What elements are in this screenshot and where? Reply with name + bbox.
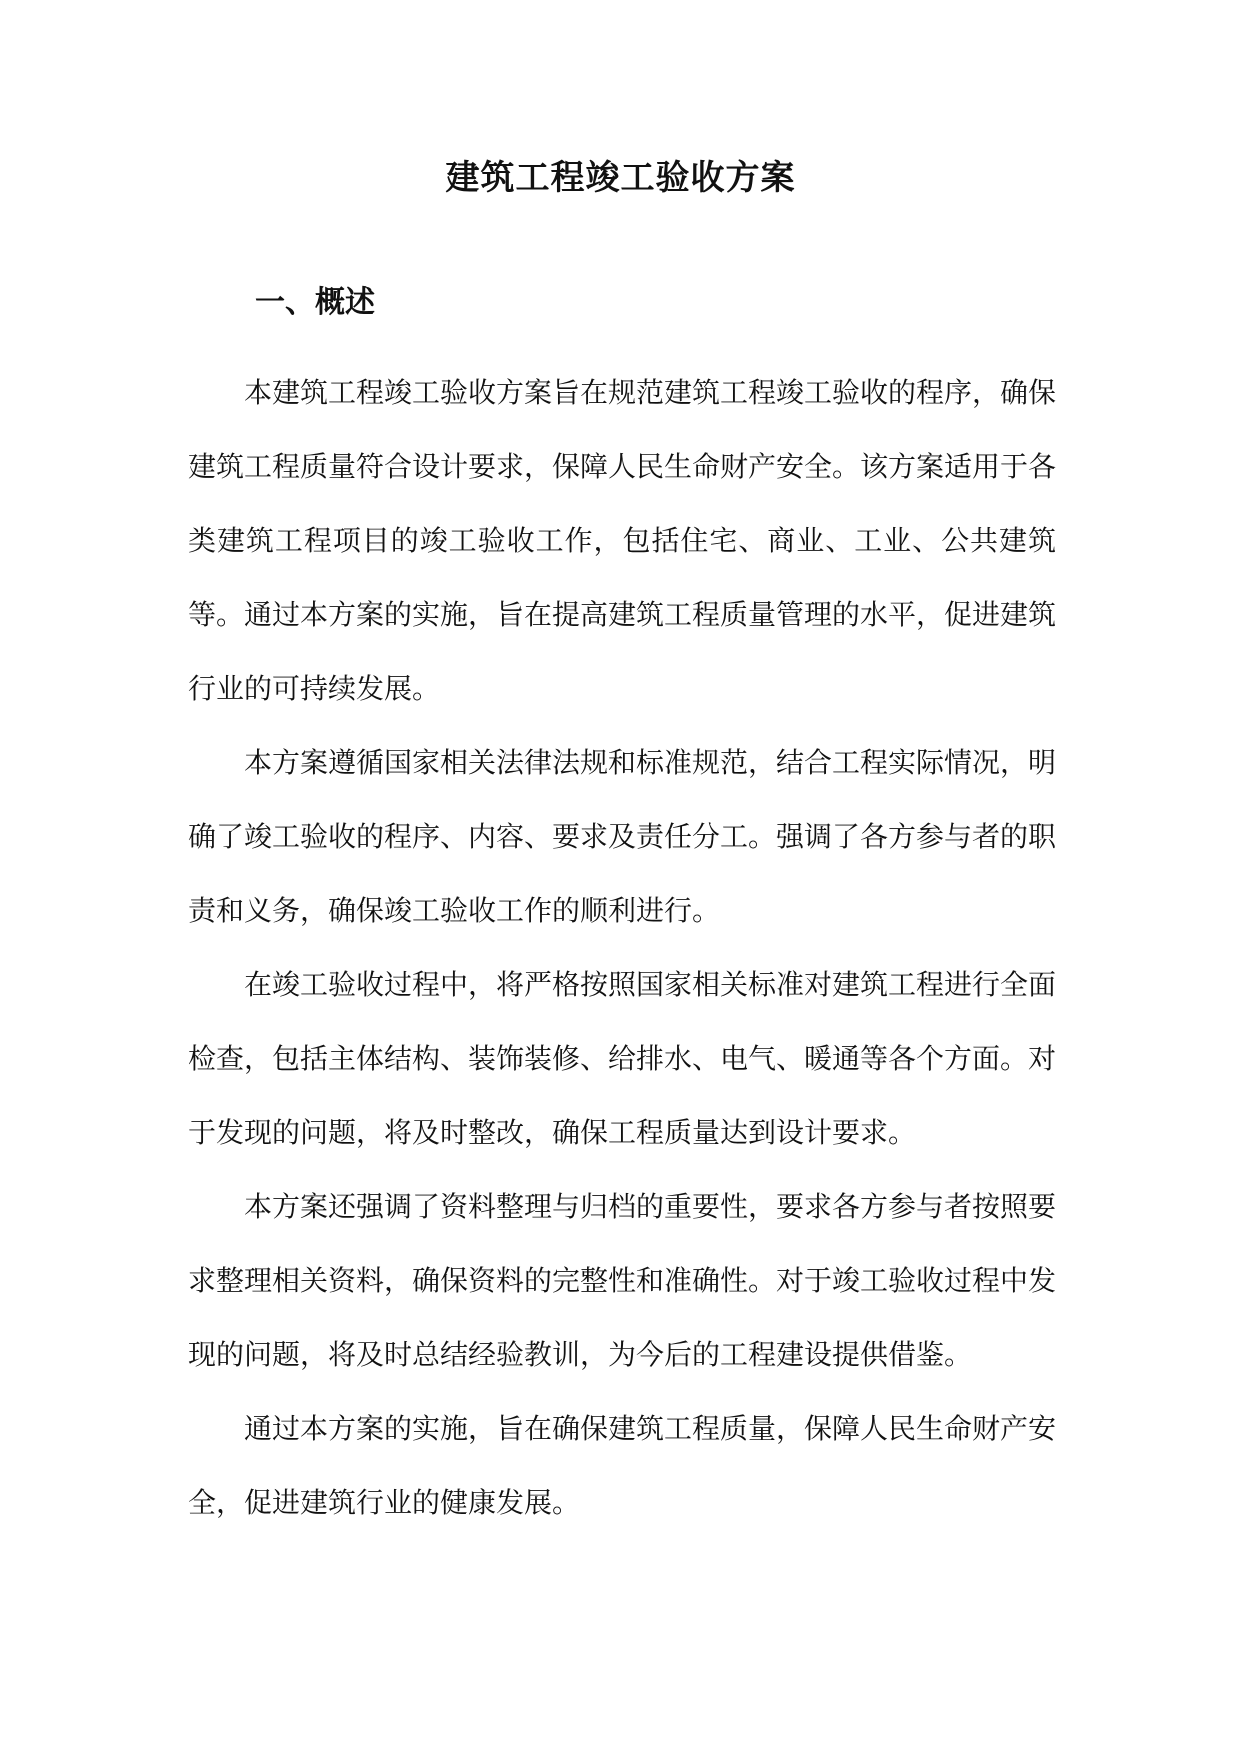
paragraph: 本方案遵循国家相关法律法规和标准规范，结合工程实际情况，明确了竣工验收的程序、内容、要求及责任分工。强调了各方参与者的职责和义务，确保竣工验收工作的顺利进行。 (188, 746, 1057, 927)
section-heading-overview: 一、概述 (255, 285, 375, 320)
paragraph: 本方案还强调了资料整理与归档的重要性，要求各方参与者按照要求整理相关资料，确保资料的完整性和准确性。对于竣工验收过程中发现的问题，将及时总结经验教训，为今后的工程建设提供借鉴。 (188, 1190, 1057, 1371)
paragraph: 本建筑工程竣工验收方案旨在规范建筑工程竣工验收的程序，确保建筑工程质量符合设计要求，保障人民生命财产安全。该方案适用于各类建筑工程项目的竣工验收工作，包括住宅、商业、工业、公共建筑等。通过本方案的实施，旨在提高建筑工程质量管理的水平，促进建筑行业的可持续发展。 (188, 376, 1057, 705)
paragraph: 在竣工验收过程中，将严格按照国家相关标准对建筑工程进行全面检查，包括主体结构、装饰装修、给排水、电气、暖通等各个方面。对于发现的问题，将及时整改，确保工程质量达到设计要求。 (188, 968, 1057, 1149)
paragraph: 通过本方案的实施，旨在确保建筑工程质量，保障人民生命财产安全，促进建筑行业的健康发展。 (188, 1412, 1057, 1519)
document-title: 建筑工程竣工验收方案 (445, 158, 796, 198)
section-body (188, 356, 1056, 1540)
